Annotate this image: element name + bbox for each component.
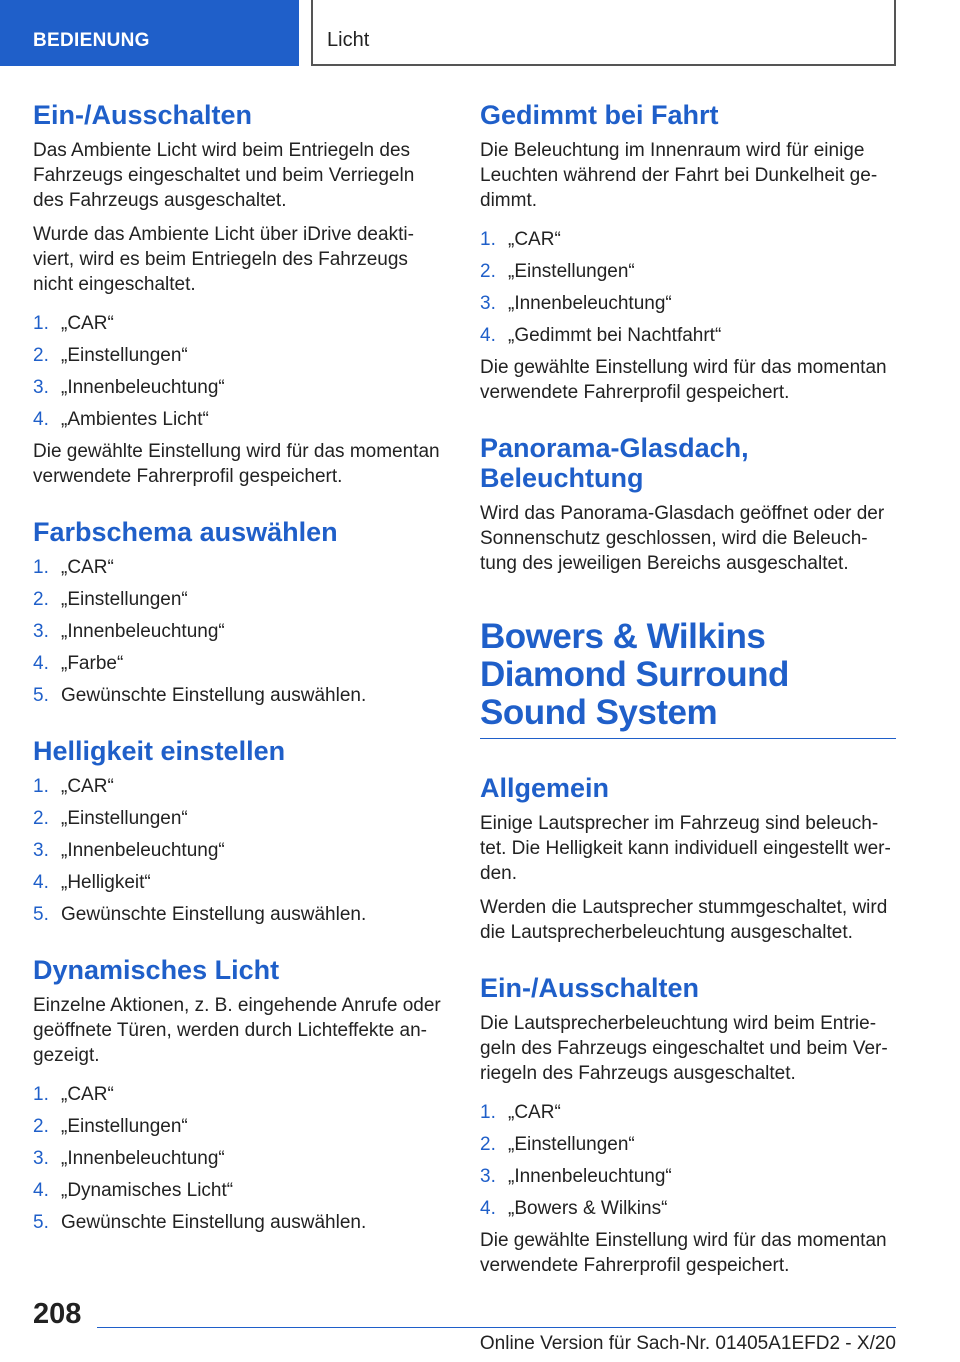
step-number: 2. <box>33 1116 49 1137</box>
list-item <box>33 1146 445 1171</box>
step-number: 2. <box>33 808 49 829</box>
section-gedimmt-bei-fahrt <box>480 100 896 405</box>
chapter-heading <box>480 618 896 739</box>
step-number: 4. <box>33 409 49 430</box>
step-text: „Innenbeleuchtung“ <box>508 1166 672 1187</box>
step-number: 1. <box>33 776 49 797</box>
list-item <box>33 619 445 644</box>
step-text: „Dynamisches Licht“ <box>61 1180 234 1201</box>
footer-version-text: Online Version für Sach-Nr. 01405A1EFD2 - X/20 <box>479 1333 896 1354</box>
list-item <box>33 838 445 863</box>
list-item <box>33 870 445 895</box>
step-text: „Innenbeleuchtung“ <box>61 621 225 642</box>
step-text: „Einstellungen“ <box>61 1116 188 1137</box>
paragraph: Die Lautsprecherbeleuchtung wird beim Entriegeln des Fahrzeugs eingeschaltet und beim Verriegeln des Fahrzeugs ausgeschaltet. <box>480 1013 888 1084</box>
paragraph: Werden die Lautsprecher stummgeschaltet, wird die Lautsprecherbeleuchtung ausgeschaltet. <box>480 897 888 943</box>
section-allgemein <box>480 773 896 945</box>
step-number: 1. <box>480 1102 496 1123</box>
footer-divider <box>97 1327 896 1328</box>
list-item <box>480 1196 896 1221</box>
step-text: „CAR“ <box>508 1102 561 1123</box>
list-item <box>33 902 445 927</box>
list-item <box>33 311 445 336</box>
step-number: 3. <box>33 1148 49 1169</box>
step-text: „Innenbeleuchtung“ <box>508 293 672 314</box>
step-text: „CAR“ <box>61 313 114 334</box>
step-number: 3. <box>33 621 49 642</box>
step-number: 1. <box>33 1084 49 1105</box>
paragraph: Wird das Panorama-Glasdach geöffnet oder der Sonnenschutz geschlossen, wird die Beleuchtung des jeweiligen Bereichs ausgeschaltet. <box>480 503 885 574</box>
steps-list <box>33 311 445 432</box>
section-title: Gedimmt bei Fahrt <box>480 100 719 130</box>
section-ein-ausschalten <box>33 100 445 489</box>
step-number: 1. <box>33 313 49 334</box>
step-number: 1. <box>480 229 496 250</box>
list-item <box>33 806 445 831</box>
step-text: „Bowers & Wilkins“ <box>508 1198 668 1219</box>
list-item <box>480 259 896 284</box>
note-paragraph: Die gewählte Einstellung wird für das momentan verwendete Fahrerprofil gespeichert. <box>480 357 887 403</box>
paragraph: Die Beleuchtung im Innenraum wird für einige Leuchten während der Fahrt bei Dunkelheit gedimmt. <box>480 140 878 211</box>
section-title: Allgemein <box>480 773 610 803</box>
step-text: „Einstellungen“ <box>508 261 635 282</box>
section-title: Dynamisches Licht <box>33 955 280 985</box>
paragraph: Wurde das Ambiente Licht über iDrive deaktiviert, wird es beim Entriegeln des Fahrzeugs nicht eingeschaltet. <box>33 224 414 295</box>
chapter-title: Bowers & Wilkins Diamond Surround Sound System <box>480 617 789 732</box>
paragraph: Einige Lautsprecher im Fahrzeug sind beleuchtet. Die Helligkeit kann individuell eingestellt werden. <box>480 813 891 884</box>
step-number: 4. <box>33 1180 49 1201</box>
section-title: Panorama-Glasdach, Beleuchtung <box>480 433 749 493</box>
section-dynamisches-licht <box>33 955 445 1235</box>
step-number: 2. <box>480 261 496 282</box>
step-number: 5. <box>33 904 49 925</box>
step-text: „Gedimmt bei Nachtfahrt“ <box>508 325 722 346</box>
list-item <box>33 375 445 400</box>
step-text: Gewünschte Einstellung auswählen. <box>61 904 367 925</box>
step-text: „Helligkeit“ <box>61 872 151 893</box>
step-text: „Innenbeleuchtung“ <box>61 377 225 398</box>
right-column <box>480 100 896 1287</box>
step-number: 5. <box>33 685 49 706</box>
left-column <box>33 100 445 1242</box>
page-number: 208 <box>33 1298 82 1330</box>
section-title: Ein-/Ausschalten <box>480 973 700 1003</box>
list-item <box>33 587 445 612</box>
steps-list <box>33 555 445 708</box>
step-number: 5. <box>33 1212 49 1233</box>
paragraph: Das Ambiente Licht wird beim Entriegeln des Fahrzeugs eingeschaltet und beim Verriegeln des Fahrzeugs ausgeschaltet. <box>33 140 415 211</box>
step-number: 2. <box>33 345 49 366</box>
step-text: „CAR“ <box>61 1084 114 1105</box>
step-text: „Einstellungen“ <box>61 808 188 829</box>
section-title: Farbschema auswählen <box>33 517 338 547</box>
step-number: 3. <box>33 377 49 398</box>
step-text: „Innenbeleuchtung“ <box>61 840 225 861</box>
section-title: Ein-/Ausschalten <box>33 100 253 130</box>
list-item <box>33 1114 445 1139</box>
section-lautsprecher-ein-aus <box>480 973 896 1278</box>
list-item <box>33 407 445 432</box>
list-item <box>33 683 445 708</box>
paragraph: Einzelne Aktionen, z. B. eingehende Anrufe oder geöffnete Türen, werden durch Lichteffekte angezeigt. <box>33 995 441 1066</box>
step-number: 3. <box>480 293 496 314</box>
list-item <box>480 1164 896 1189</box>
list-item <box>480 1100 896 1125</box>
step-text: Gewünschte Einstellung auswählen. <box>61 1212 367 1233</box>
chapter-header <box>311 0 896 66</box>
step-text: Gewünschte Einstellung auswählen. <box>61 685 367 706</box>
note-paragraph: Die gewählte Einstellung wird für das momentan verwendete Fahrerprofil gespeichert. <box>33 441 440 487</box>
step-number: 3. <box>480 1166 496 1187</box>
step-text: „CAR“ <box>61 557 114 578</box>
step-number: 2. <box>480 1134 496 1155</box>
steps-list <box>480 227 896 348</box>
list-item <box>480 1132 896 1157</box>
step-text: „Einstellungen“ <box>61 589 188 610</box>
section-tab <box>0 0 299 66</box>
list-item <box>33 1082 445 1107</box>
list-item <box>33 343 445 368</box>
list-item <box>33 1210 445 1235</box>
step-number: 2. <box>33 589 49 610</box>
list-item <box>33 651 445 676</box>
step-text: „Einstellungen“ <box>61 345 188 366</box>
steps-list <box>33 1082 445 1235</box>
steps-list <box>33 774 445 927</box>
step-number: 4. <box>33 653 49 674</box>
step-text: „Innenbeleuchtung“ <box>61 1148 225 1169</box>
step-number: 4. <box>33 872 49 893</box>
step-text: „CAR“ <box>508 229 561 250</box>
note-paragraph: Die gewählte Einstellung wird für das momentan verwendete Fahrerprofil gespeichert. <box>480 1230 887 1276</box>
list-item <box>480 323 896 348</box>
list-item <box>33 774 445 799</box>
section-label: BEDIENUNG <box>33 30 150 51</box>
step-text: „Farbe“ <box>61 653 124 674</box>
step-text: „Ambientes Licht“ <box>61 409 209 430</box>
chapter-label: Licht <box>327 29 370 51</box>
step-text: „Einstellungen“ <box>508 1134 635 1155</box>
list-item <box>33 555 445 580</box>
step-number: 4. <box>480 1198 496 1219</box>
step-number: 1. <box>33 557 49 578</box>
steps-list <box>480 1100 896 1221</box>
step-text: „CAR“ <box>61 776 114 797</box>
section-helligkeit <box>33 736 445 927</box>
step-number: 3. <box>33 840 49 861</box>
list-item <box>480 291 896 316</box>
list-item <box>480 227 896 252</box>
section-farbschema <box>33 517 445 708</box>
section-panorama-glasdach <box>480 433 896 576</box>
list-item <box>33 1178 445 1203</box>
section-title: Helligkeit einstellen <box>33 736 286 766</box>
step-number: 4. <box>480 325 496 346</box>
